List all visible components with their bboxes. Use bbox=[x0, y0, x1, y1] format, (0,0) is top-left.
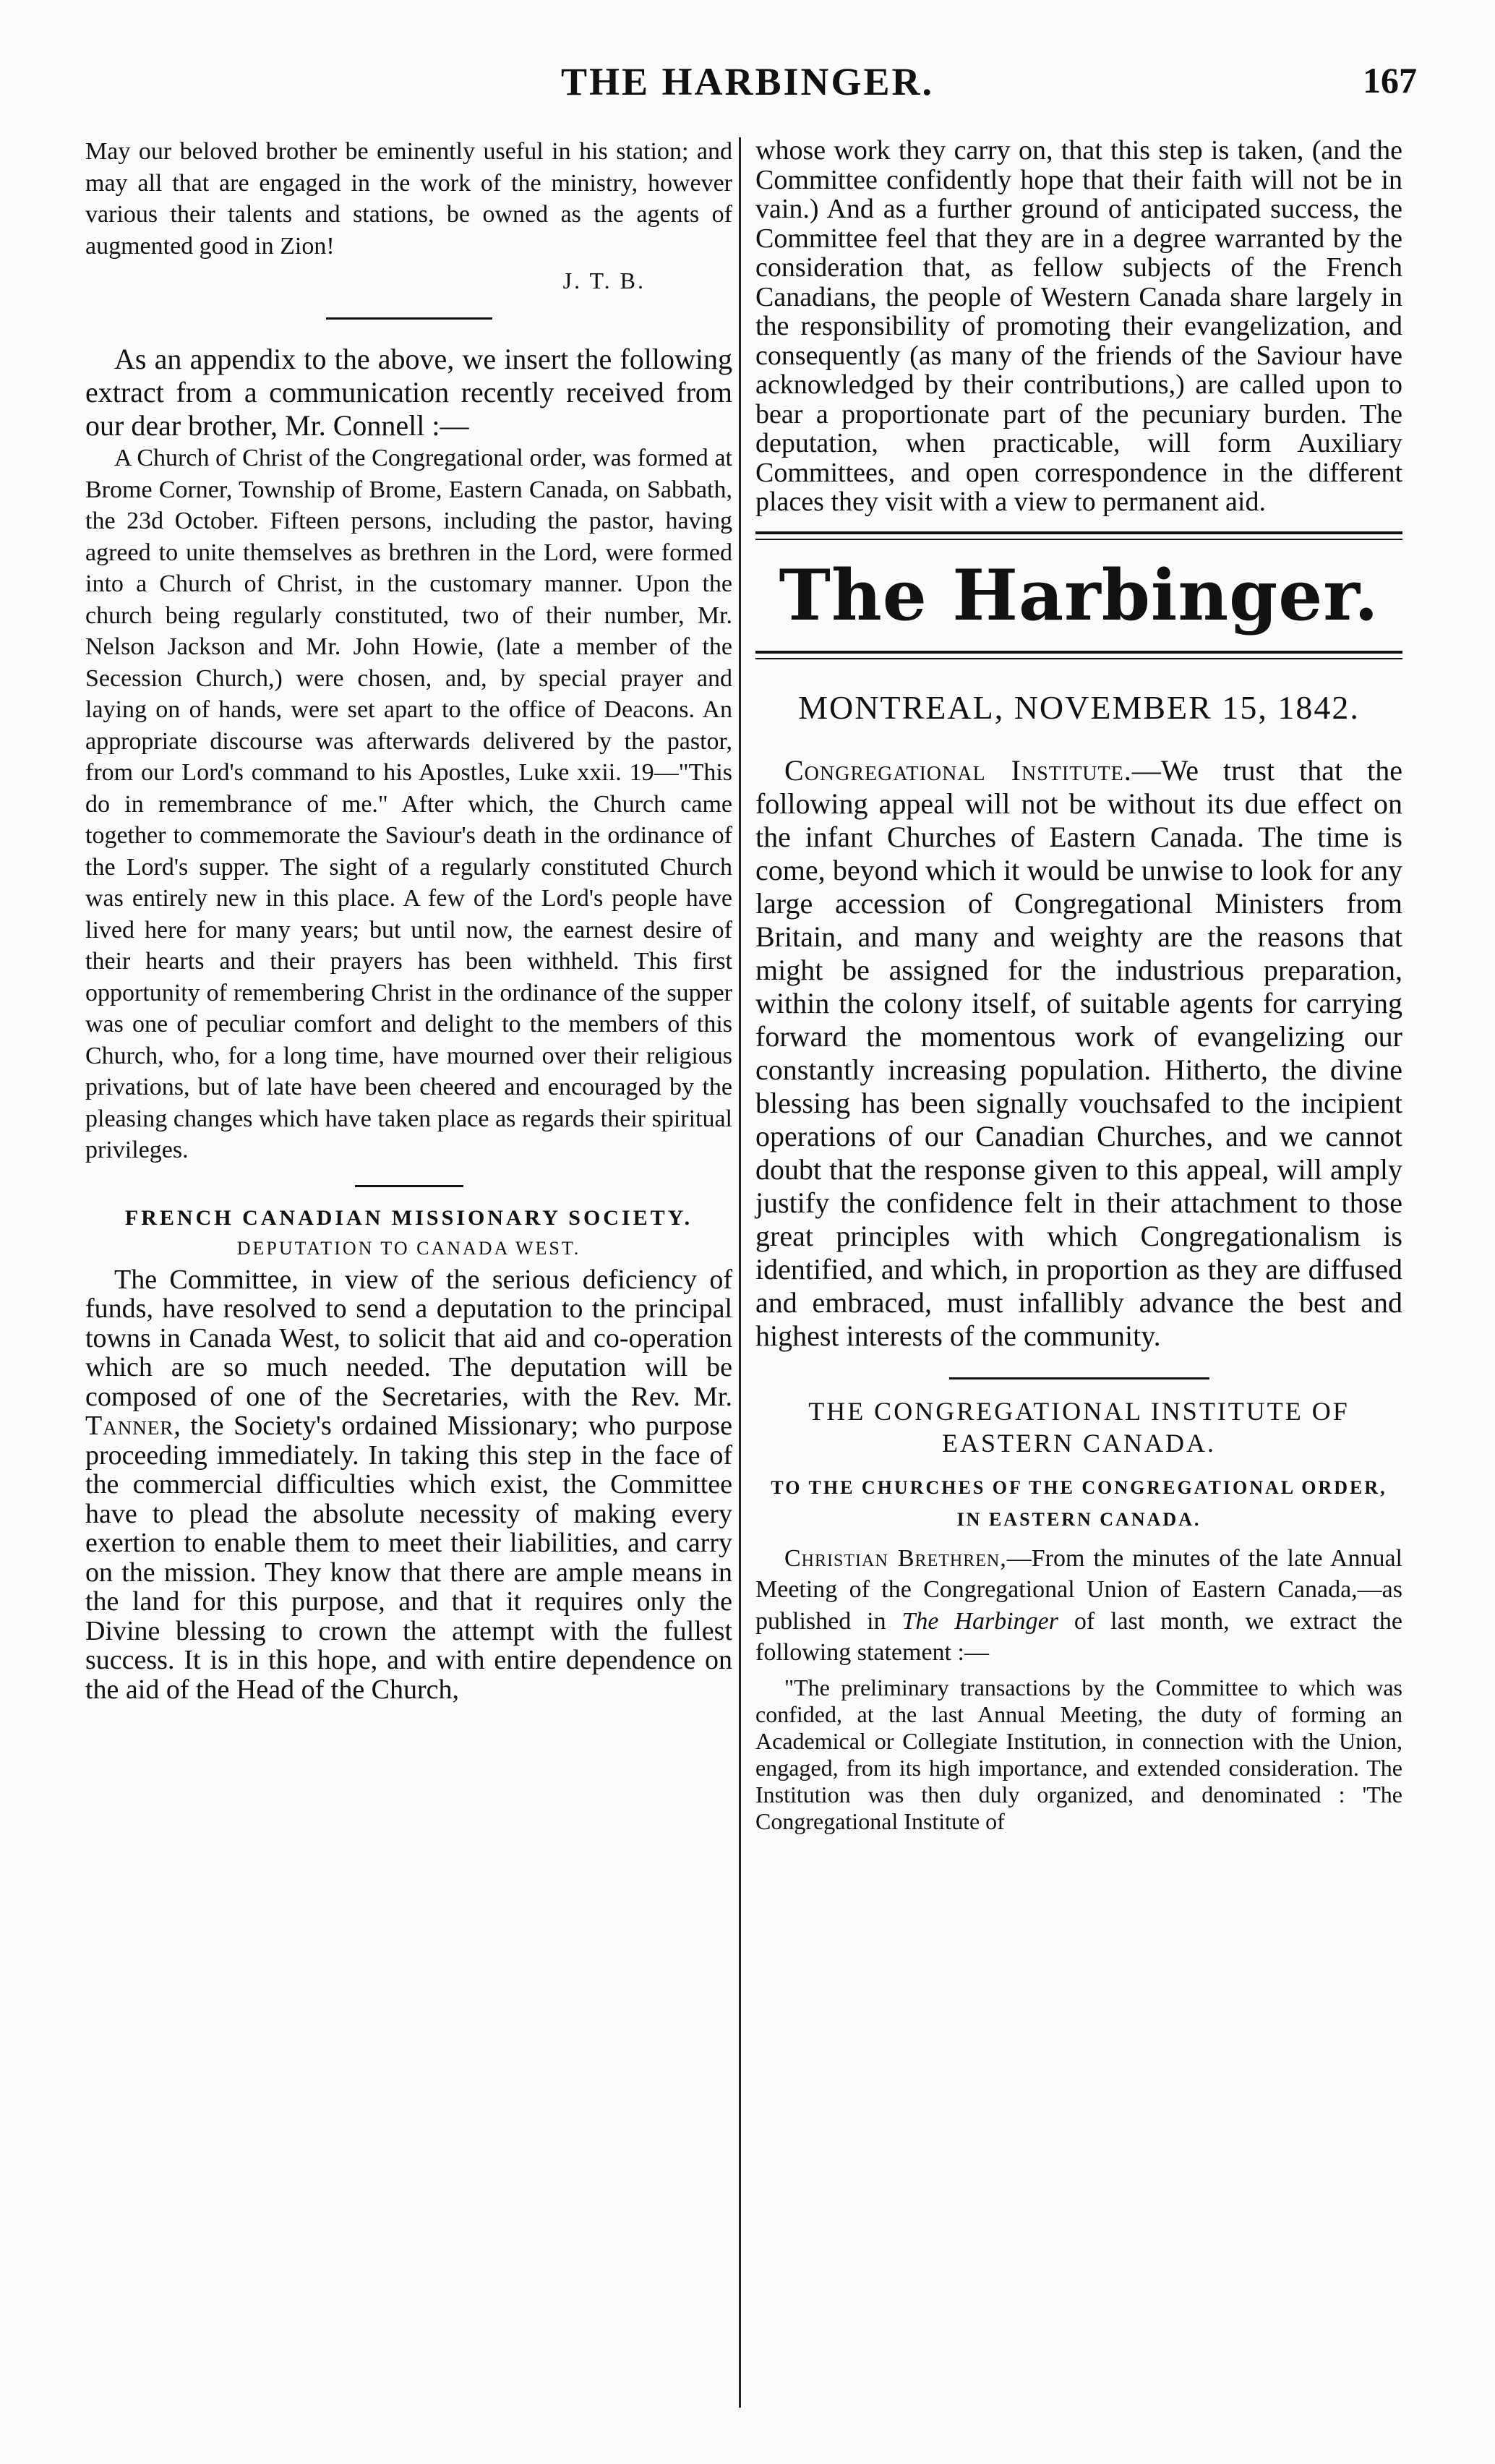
society-continuation: whose work they carry on, that this step is taken, (and the Committee confidently hope that their faith will not be in vain.) And as a further ground of anticipated success, the Committee feel that they are in a degree warranted by the consideration that, as fellow subjects of the French Canadians, the people of Western Canada share largely in the responsibility of promoting their evangelization, and consequently (as many of the friends of the Saviour have acknowledged by their contributions,) are called upon to bear a proportionate part of the pecuniary burden. The deputation, when practicable, will form Auxiliary Committees, and open correspondence in the different places they visit with a view to permanent aid. bbox=[755, 135, 1402, 517]
page-number: 167 bbox=[1363, 60, 1417, 100]
running-head bbox=[0, 0, 1495, 116]
brethren-lead: Christian Brethren, bbox=[784, 1544, 1007, 1572]
brethren-text-b: of last month, we extract the following statement :— bbox=[755, 1607, 1402, 1666]
society-text-start: The Committee, in view of the serious deficiency of funds, have resolved to send a deputation to the principal towns in Canada West, to solicit that aid and co-operation which are so much needed. The deputation will be composed of one of the Secretaries, with the Rev. Mr. bbox=[85, 1264, 732, 1412]
running-title: THE HARBINGER. bbox=[560, 60, 935, 103]
institute-editorial bbox=[755, 754, 1402, 1353]
left-column bbox=[85, 136, 732, 1704]
section-rule bbox=[949, 1377, 1209, 1379]
masthead-rule-bottom bbox=[755, 651, 1402, 659]
dateline: MONTREAL, NOVEMBER 15, 1842. bbox=[798, 688, 1360, 726]
church-extract: A Church of Christ of the Congregational order, was formed at Brome Corner, Township of Brome, Eastern Canada, on Sabbath, the 23d October. Fifteen persons, including the pastor, having agreed to unite themselves as brethren in the Lord, were formed into a Church of Christ, in the customary manner. Upon the church being regularly constituted, two of their number, Mr. Nelson Jackson and Mr. John Howie, (late a member of the Secession Church,) were chosen, and, by special prayer and laying on of hands, were set apart to the office of Deacons. An appropriate discourse was afterwards delivered by the pastor, from our Lord's command to his Apostles, Luke xxii. 19—"This do in remembrance of me." After which, the Church came together to commemorate the Saviour's death in the ordinance of the Lord's supper. The sight of a regularly constituted Church was entirely new in this place. A few of the Lord's people have lived here for many years; but until now, the earnest desire of their hearts and their prayers has been withheld. This first opportunity of remembering Christ in the ordinance of the supper was one of peculiar comfort and delight to the members of this Church, who, for a long time, have mourned over their religious privations, but of late have been cheered and encouraged by the pleasing changes which have taken place as regards their spiritual privileges. bbox=[85, 445, 732, 1163]
column-divider bbox=[739, 137, 741, 2408]
society-subheading: DEPUTATION TO CANADA WEST. bbox=[236, 1237, 581, 1259]
society-heading: FRENCH CANADIAN MISSIONARY SOCIETY. bbox=[124, 1205, 693, 1230]
closing-paragraph: May our beloved brother be eminently useful in his station; and may all that are engaged in the work of the ministry, however various their talents and stations, be owned as the agents of augmented good in Zion! bbox=[85, 138, 732, 260]
section-rule bbox=[326, 317, 492, 320]
brethren-paragraph bbox=[755, 1543, 1402, 1669]
section-rule bbox=[355, 1185, 463, 1187]
missionary-name: Tanner bbox=[85, 1411, 174, 1441]
institute-subheading: TO THE CHURCHES OF THE CONGREGATIONAL ORDER, IN EASTERN CANADA. bbox=[771, 1476, 1387, 1530]
masthead: The Harbinger. bbox=[779, 554, 1379, 636]
society-paragraph bbox=[85, 1265, 732, 1705]
harbinger-italic: The Harbinger bbox=[901, 1607, 1058, 1635]
minutes-quote: "The preliminary transactions by the Committee to which was confided, at the last Annual Meeting, the duty of forming an Academical or Collegiate Institution, in connection with the Union, engaged, from its high importance, and extended consideration. The Institution was then duly organized, and denominated : 'The Congregational Institute of bbox=[755, 1674, 1402, 1834]
right-column bbox=[755, 136, 1402, 1835]
institute-editorial-text: —We trust that the following appeal will not be without its due effect on the infant Churches of Eastern Canada. The time is come, beyond which it would be unwise to look for any large accession of Congregational Ministers from Britain, and many and weighty are the reasons that might be assigned for the industrious preparation, within the colony itself, of suitable agents for carrying forward the momentous work of evangelizing our constantly increasing population. Hitherto, the divine blessing has been signally vouchsafed to the incipient operations of our Canadian Churches, and we cannot doubt that the response given to this appeal, will amply justify the confidence felt in their attachment to those great principles with which Congregationalism is identified, and which, in proportion as they are diffused and embraced, must infallibly advance the best and highest interests of the community. bbox=[755, 753, 1402, 1352]
institute-heading: THE CONGREGATIONAL INSTITUTE OF EASTERN CANADA. bbox=[808, 1396, 1350, 1458]
masthead-rule-top bbox=[755, 531, 1402, 540]
institute-lead: Congregational Institute. bbox=[784, 753, 1132, 787]
signature: J. T. B. bbox=[562, 268, 646, 294]
appendix-intro: As an appendix to the above, we insert the following extract from a communication recently received from our dear brother, Mr. Connell :— bbox=[85, 343, 732, 442]
brethren-text-a: —From the minutes of the late Annual Meeting of the Congregational Union of Eastern Canada,—as published in bbox=[755, 1544, 1403, 1635]
society-text-end: , the Society's ordained Missionary; who purpose proceeding immediately. In taking this step in the face of the commercial difficulties which exist, the Committee have to plead the absolute necessity of making every exertion to enable them to meet their liabilities, and carry on the mission. They know that there are ample means in the land for this purpose, and that it requires only the Divine blessing to crown the attempt with the fullest success. It is in this hope, and with entire dependence on the aid of the Head of the Church, bbox=[85, 1411, 732, 1705]
